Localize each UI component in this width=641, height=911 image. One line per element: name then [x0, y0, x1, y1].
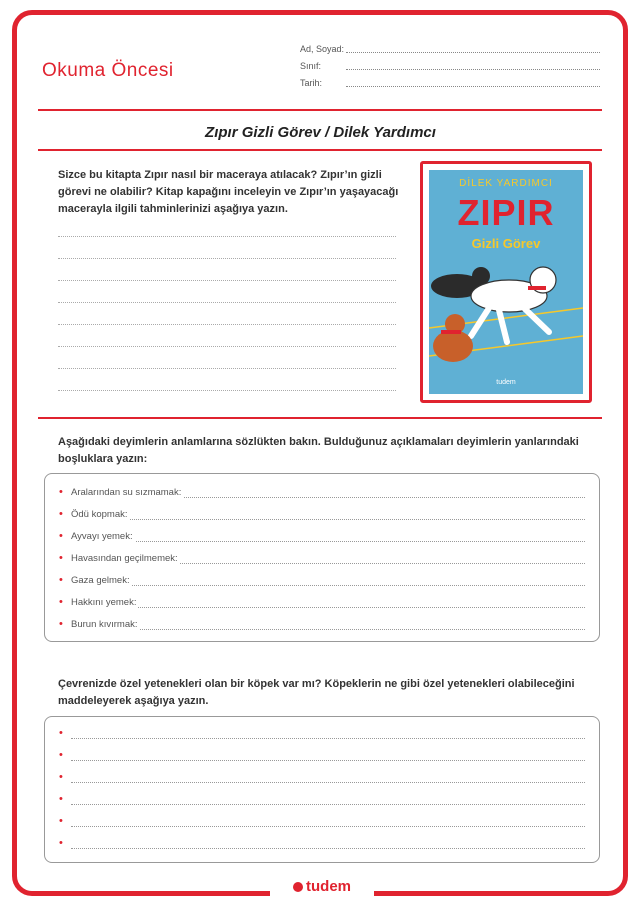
header-divider [38, 109, 602, 111]
answer-line [71, 738, 585, 739]
idiom-item[interactable] [59, 530, 585, 544]
section1-question [58, 167, 403, 218]
answer-line [71, 629, 585, 630]
name-label: Ad, Soyad: [300, 44, 345, 54]
logo-circle-icon [293, 882, 303, 892]
answer-line [71, 826, 585, 827]
date-label: Tarih: [300, 78, 323, 88]
date-field[interactable] [300, 78, 600, 90]
class-label: Sınıf: [300, 61, 322, 71]
abilities-box [44, 716, 600, 863]
document-title: Zıpır Gizli Görev / Dilek Yardımcı [205, 124, 436, 141]
idiom-label: Burun kıvırmak: [71, 619, 138, 630]
answer-line [71, 848, 585, 849]
answer-line [71, 541, 585, 542]
idiom-item[interactable] [59, 552, 585, 566]
question-line: Sizce bu kitapta Zıpır nasıl bir maceraya atılacak? Zıpır’ın gizli [58, 169, 382, 181]
bullet-icon: • [59, 771, 63, 783]
bullet-icon: • [59, 596, 63, 608]
page-heading: Okuma Öncesi [42, 60, 174, 81]
answer-line [71, 585, 585, 586]
bullet-icon: • [59, 815, 63, 827]
name-line [346, 52, 600, 53]
bullet-icon: • [59, 618, 63, 630]
ability-item[interactable] [59, 815, 585, 829]
ability-item[interactable] [59, 727, 585, 741]
ability-item[interactable] [59, 749, 585, 763]
answer-line[interactable] [58, 258, 396, 259]
bullet-icon: • [59, 508, 63, 520]
bullet-icon: • [59, 749, 63, 761]
answer-line [71, 804, 585, 805]
answer-line [71, 519, 585, 520]
cover-title: ZIPIR [457, 192, 555, 233]
ability-item[interactable] [59, 771, 585, 785]
date-line [346, 86, 600, 87]
idiom-item[interactable] [59, 508, 585, 522]
bullet-icon: • [59, 530, 63, 542]
answer-line[interactable] [58, 280, 396, 281]
idioms-box [44, 473, 600, 642]
cover-subtitle: Gizli Görev [471, 236, 541, 251]
idiom-item[interactable] [59, 618, 585, 632]
footer-logo [270, 876, 374, 898]
idiom-item[interactable] [59, 486, 585, 500]
answer-line[interactable] [58, 390, 396, 391]
idiom-item[interactable] [59, 596, 585, 610]
question-line: boşluklara yazın: [58, 453, 148, 465]
footer-brand-text: tudem [306, 878, 351, 895]
idiom-label: Ayvayı yemek: [71, 531, 133, 542]
section3-question [58, 676, 598, 710]
idiom-label: Aralarından su sızmamak: [71, 487, 182, 498]
ability-item[interactable] [59, 837, 585, 851]
cover-brand: tudem [496, 379, 516, 386]
bullet-icon: • [59, 793, 63, 805]
bullet-icon: • [59, 727, 63, 739]
bullet-icon: • [59, 574, 63, 586]
answer-line[interactable] [58, 368, 396, 369]
answer-line [71, 760, 585, 761]
bullet-icon: • [59, 552, 63, 564]
answer-line [71, 782, 585, 783]
answer-line[interactable] [58, 346, 396, 347]
ability-item[interactable] [59, 793, 585, 807]
answer-line [71, 607, 585, 608]
name-field[interactable] [300, 44, 600, 56]
bullet-icon: • [59, 486, 63, 498]
section2-question [58, 434, 598, 468]
question-line: Aşağıdaki deyimlerin anlamlarına sözlükten bakın. Bulduğunuz açıklamaları deyimlerin yanlarındaki [58, 436, 579, 448]
answer-line[interactable] [58, 236, 396, 237]
idiom-item[interactable] [59, 574, 585, 588]
cover-author: DİLEK YARDIMCI [459, 178, 553, 189]
question-line: macerayla ilgili tahminlerinizi aşağıya yazın. [58, 203, 288, 215]
class-field[interactable] [300, 61, 600, 73]
answer-line[interactable] [58, 324, 396, 325]
dogs-illustration [429, 258, 583, 388]
idiom-label: Gaza gelmek: [71, 575, 130, 586]
section1-divider [38, 417, 602, 419]
idiom-label: Ödü kopmak: [71, 509, 128, 520]
answer-line[interactable] [58, 302, 396, 303]
class-line [346, 69, 600, 70]
title-divider [38, 149, 602, 151]
idiom-label: Hakkını yemek: [71, 597, 137, 608]
question-line: Çevrenizde özel yetenekleri olan bir köpek var mı? Köpeklerin ne gibi özel yetenekleri olabileceğini [58, 678, 575, 690]
question-line: maddeleyerek aşağıya yazın. [58, 695, 209, 707]
idiom-label: Havasından geçilmemek: [71, 553, 178, 564]
book-cover-art [429, 170, 583, 394]
bullet-icon: • [59, 837, 63, 849]
book-cover [420, 161, 592, 403]
question-line: görevi ne olabilir? Kitap kapağını inceleyin ve Zıpır’ın yaşayacağı [58, 186, 399, 198]
